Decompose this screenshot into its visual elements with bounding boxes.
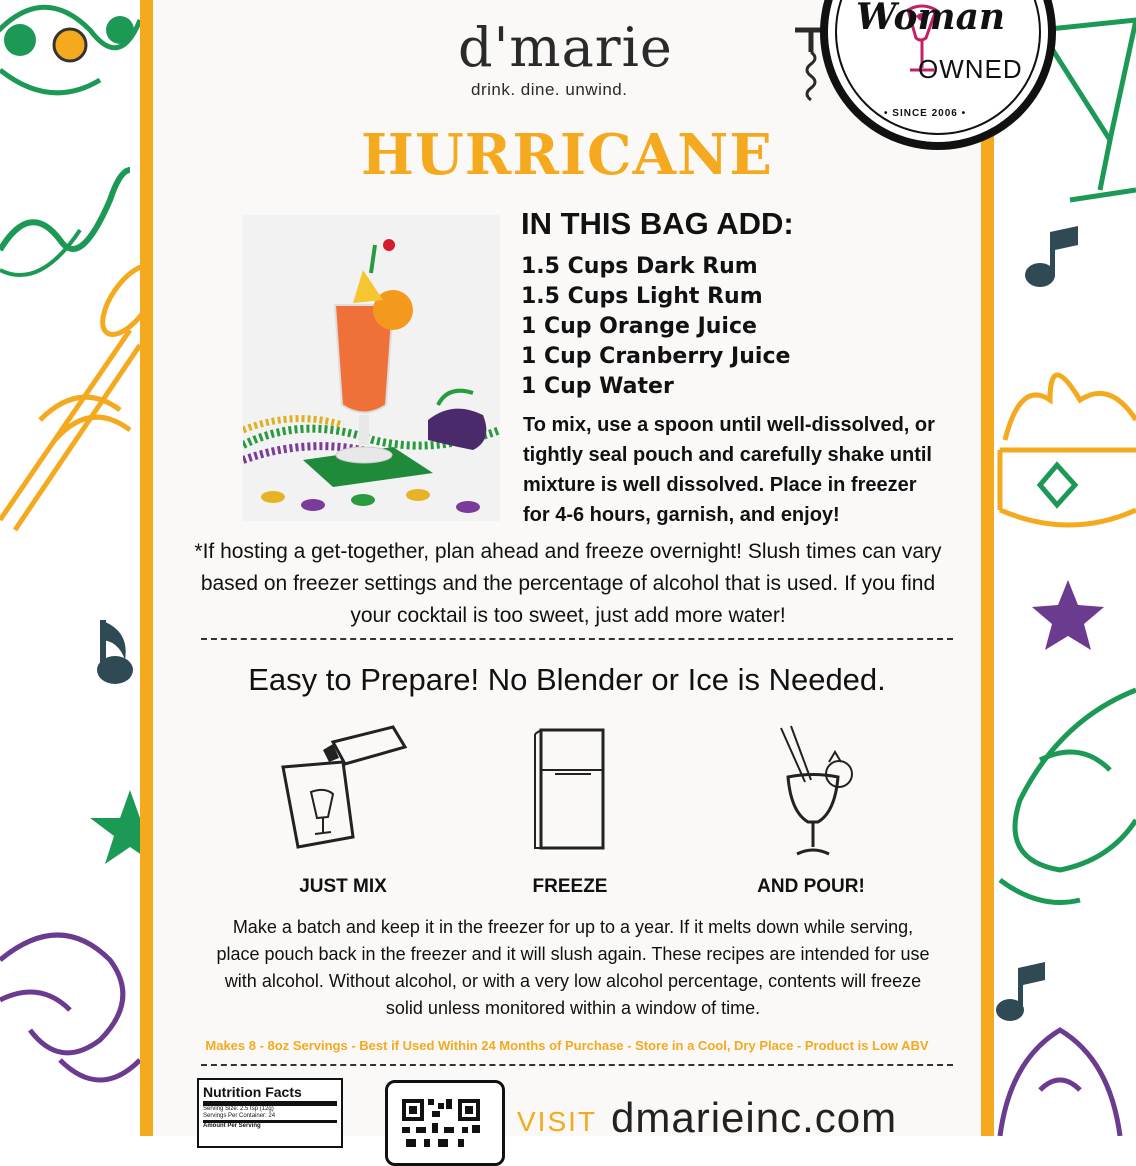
step-label-and-pour: AND POUR! xyxy=(757,876,865,897)
qr-code-icon xyxy=(388,1083,496,1157)
bag-heading: IN THIS BAG ADD: xyxy=(521,206,794,241)
purple-swirl-icon xyxy=(0,935,140,1080)
step-label-just-mix: JUST MIX xyxy=(299,876,387,897)
badge-owned-text: OWNED xyxy=(918,54,1023,84)
music-note-icon xyxy=(97,620,133,684)
music-note-icon xyxy=(996,962,1045,1021)
green-swirl-icon xyxy=(0,170,130,250)
dashed-divider xyxy=(201,1064,953,1066)
badge-woman-text: Woman xyxy=(856,0,1006,38)
servings-per-container: Servings Per Container: 24 xyxy=(203,1113,276,1119)
brand-logo: d'marie xyxy=(458,16,673,79)
green-diamond-icon xyxy=(1040,465,1075,505)
ingredient-item: 1.5 Cups Dark Rum xyxy=(521,254,758,279)
crown-icon xyxy=(1000,375,1136,525)
ingredient-item: 1 Cup Orange Juice xyxy=(521,314,757,339)
nutrition-title: Nutrition Facts xyxy=(203,1084,337,1106)
dashed-divider xyxy=(201,638,953,640)
cocktail-glass-icon xyxy=(763,722,863,862)
purple-star-icon xyxy=(1032,580,1104,650)
website-link[interactable]: dmarieinc.com xyxy=(611,1094,898,1141)
ingredient-item: 1 Cup Water xyxy=(521,374,674,399)
serving-size: Serving Size: 2.5 tsp (12g) xyxy=(203,1106,274,1112)
nutrition-facts-panel xyxy=(197,1078,343,1148)
purple-fleur-de-lis-icon xyxy=(1000,1030,1120,1136)
ingredient-list xyxy=(521,252,790,402)
freezer-icon xyxy=(531,726,611,854)
recipe-card xyxy=(140,0,994,1141)
hosting-note: *If hosting a get-together, plan ahead and freeze overnight! Slush times can vary based on freezer settings and the percentage of alcohol that is used. If you find your cocktail is too sweet, just add more water! xyxy=(194,540,942,627)
music-note-icon xyxy=(1025,226,1078,287)
green-feather-mask-icon xyxy=(1000,690,1136,903)
step-label-freeze: FREEZE xyxy=(532,876,608,897)
badge-since-text: • SINCE 2006 • xyxy=(884,108,967,119)
qr-code[interactable] xyxy=(385,1080,505,1166)
product-info-line: Makes 8 - 8oz Servings - Best if Used Within 24 Months of Purchase - Store in a Cool, Dry Place - Product is Low ABV xyxy=(205,1038,929,1053)
amount-per-serving: Amount Per Serving xyxy=(203,1120,337,1130)
hurricane-cocktail-photo xyxy=(243,215,500,521)
ingredient-item: 1 Cup Cranberry Juice xyxy=(521,344,791,369)
brand-tagline: drink. dine. unwind. xyxy=(471,80,628,99)
pour-bottle-into-pouch-icon xyxy=(273,722,413,852)
mix-instructions: To mix, use a spoon until well-dissolved, or tightly seal pouch and carefully shake until mixture is well dissolved. Place in freezer for 4-6 hours, garnish, and enjoy! xyxy=(523,414,935,526)
recipe-title: HURRICANE xyxy=(361,122,773,188)
woman-owned-badge xyxy=(816,0,1060,158)
batch-note: Make a batch and keep it in the freezer for up to a year. If it melts down while serving, place pouch back in the freezer and it will slush again. These recipes are intended for use with alcohol. Without alcohol, or with a very low alcohol percentage, contents will freeze solid unless monitored within a window of time. xyxy=(216,917,930,1018)
ingredient-item: 1.5 Cups Light Rum xyxy=(521,284,763,309)
visit-label: VISIT xyxy=(517,1106,598,1137)
prepare-heading: Easy to Prepare! No Blender or Ice is Needed. xyxy=(248,662,886,697)
